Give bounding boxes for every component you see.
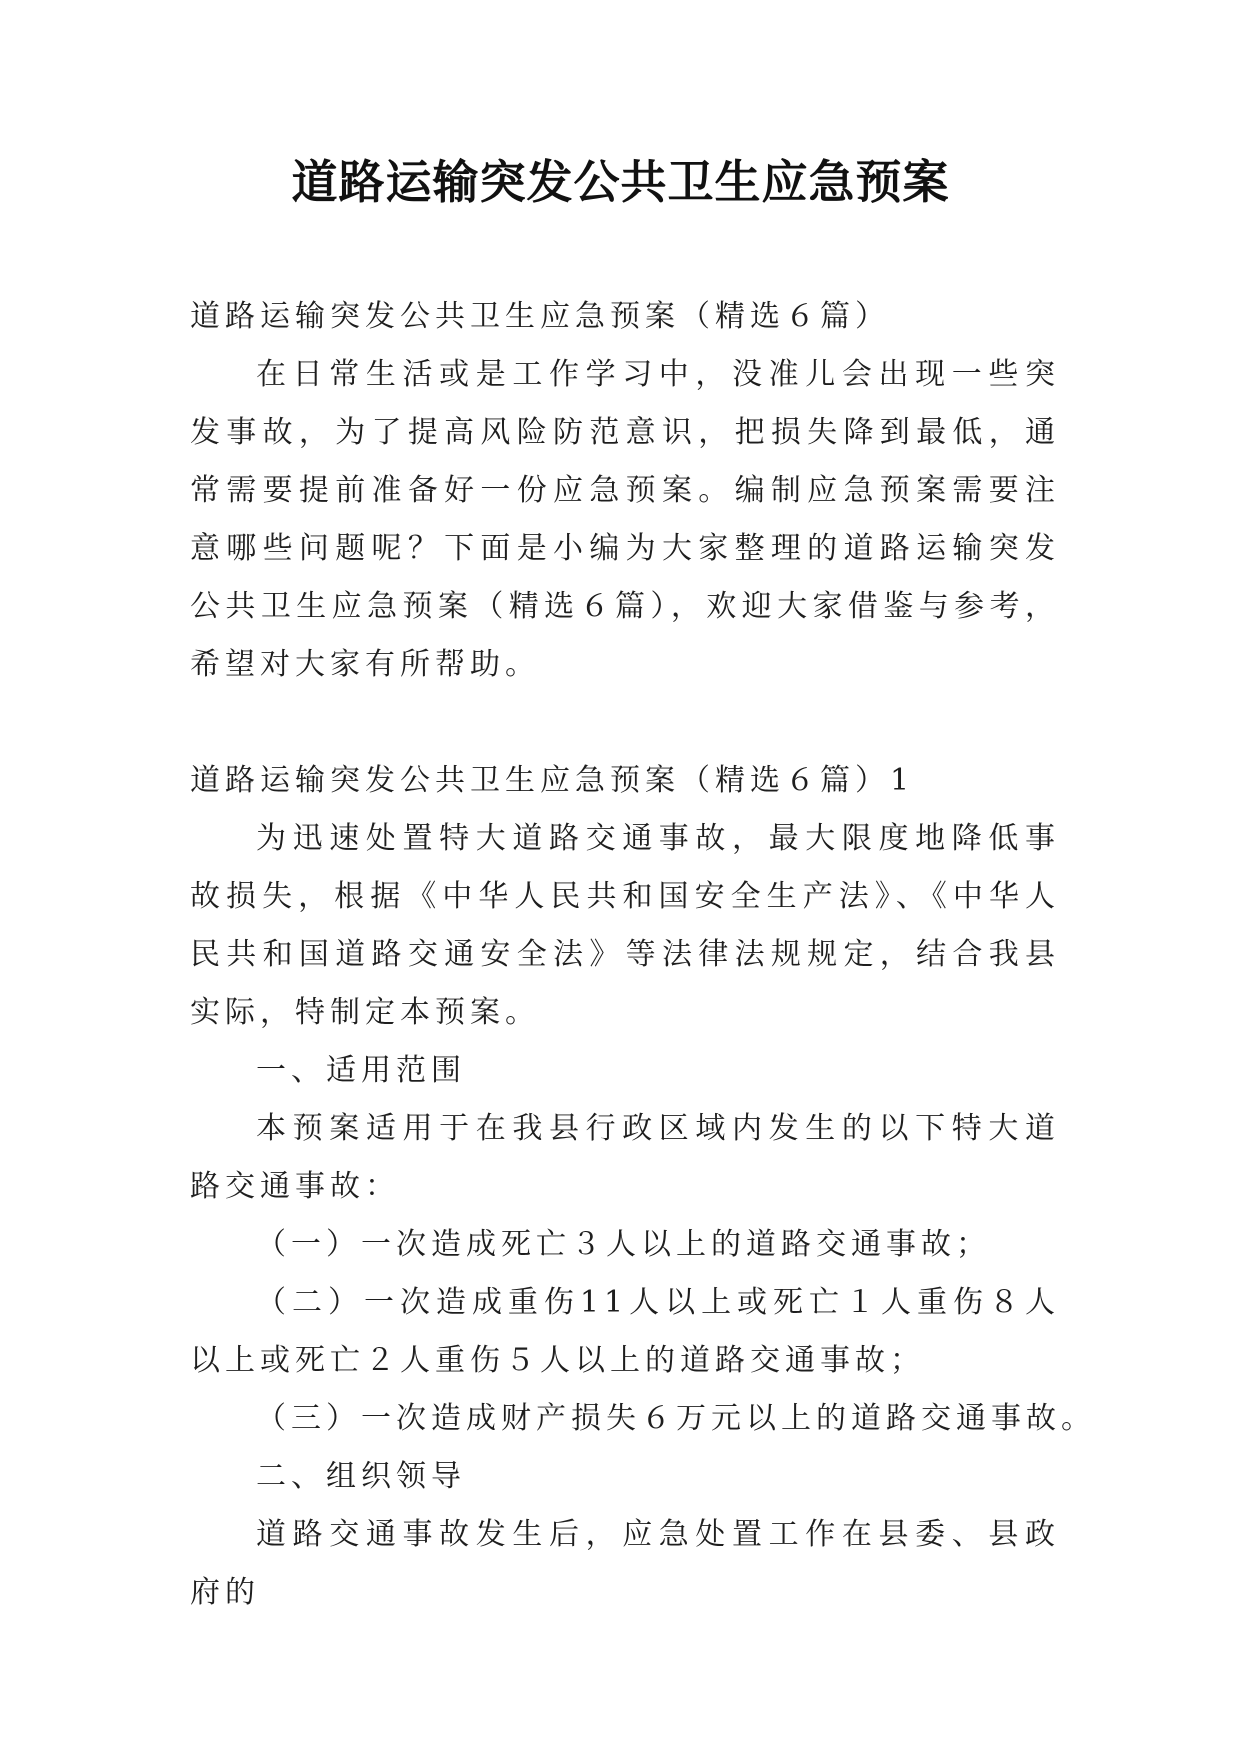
scope-item-2: （二）一次造成重伤11人以上或死亡１人重伤８人以上或死亡２人重伤５人以上的道路交通事故；	[190, 1285, 1060, 1378]
section-1	[190, 752, 1096, 1622]
section-1-heading: 道路运输突发公共卫生应急预案（精选６篇）1	[190, 763, 915, 798]
document-subtitle: 道路运输突发公共卫生应急预案（精选６篇）	[190, 299, 890, 334]
section-1-paragraph: 为迅速处置特大道路交通事故，最大限度地降低事故损失，根据《中华人民共和国安全生产法》、《中华人民共和国道路交通安全法》等法律法规规定，结合我县实际，特制定本预案。	[190, 821, 1060, 1030]
intro-block	[190, 288, 1060, 694]
scope-item-3: （三）一次造成财产损失６万元以上的道路交通事故。	[256, 1401, 1096, 1436]
intro-paragraph: 在日常生活或是工作学习中，没准儿会出现一些突发事故，为了提高风险防范意识，把损失降到最低，通常需要提前准备好一份应急预案。编制应急预案需要注意哪些问题呢？下面是小编为大家整理的道路运输突发公共卫生应急预案（精选６篇），欢迎大家借鉴与参考，希望对大家有所帮助。	[190, 357, 1060, 682]
scope-heading: 一、适用范围	[256, 1053, 466, 1088]
scope-item-1: （一）一次造成死亡３人以上的道路交通事故；	[256, 1227, 991, 1262]
scope-paragraph: 本预案适用于在我县行政区域内发生的以下特大道路交通事故：	[190, 1111, 1060, 1204]
document-title: 道路运输突发公共卫生应急预案	[291, 155, 950, 209]
org-paragraph: 道路交通事故发生后，应急处置工作在县委、县政府的	[190, 1517, 1060, 1610]
org-heading: 二、组织领导	[256, 1459, 466, 1494]
